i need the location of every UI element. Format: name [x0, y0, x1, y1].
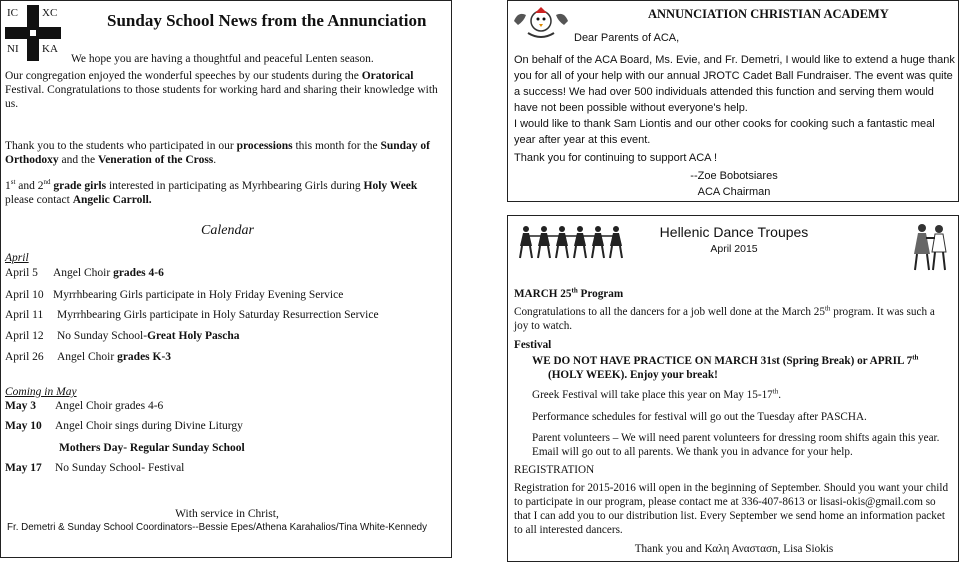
oratorical-paragraph: Our congregation enjoyed the wonderful speeches by our students during the Oratorical Festival. Congratulations to those students for working hard and sharing their knowledge with us. [5, 70, 438, 110]
calendar-item: May 17 No Sunday School- Festival [5, 462, 185, 474]
academy-header: ANNUNCIATION CHRISTIAN ACADEMY [648, 7, 889, 21]
icon-letter-xc: XC [42, 7, 58, 19]
rooster-logo-icon [510, 7, 572, 41]
festival-heading: Festival [514, 339, 552, 351]
salutation: Dear Parents of ACA, [574, 32, 680, 44]
dance-troupes-panel [507, 215, 959, 562]
registration-heading: REGISTRATION [514, 464, 595, 476]
schedules-paragraph: Performance schedules for festival will go out the Tuesday after PASCHA. [532, 411, 867, 423]
no-practice-notice: WE DO NOT HAVE PRACTICE ON MARCH 31st (Spring Break) or APRIL 7th (HOLY WEEK). Enjoy your break! [532, 353, 919, 381]
calendar-item: May 3 Angel Choir grades 4-6 [5, 400, 164, 412]
page-title: Sunday School News from the Annunciation [107, 11, 427, 30]
calendar-item: April 11 Myrrhbearing Girls participate in Holy Saturday Resurrection Service [5, 309, 379, 321]
letter-signature-name: --Zoe Bobotsiares [690, 170, 778, 182]
calendar-title: Calendar [201, 223, 254, 238]
april-heading: April [5, 252, 29, 264]
myrrhbearing-paragraph: 1st and 2nd grade girls interested in participating as Myrhbearing Girls during Holy Week please contact Angelic Carroll. [5, 178, 418, 206]
signature-line: Fr. Demetri & Sunday School Coordinators--Bessie Epes/Athena Karahalios/Tina White-Kennedy [7, 522, 428, 533]
icon-letter-ka: KA [42, 43, 58, 55]
march-program-heading: MARCH 25th Program [514, 286, 624, 300]
calendar-item: April 10 Myrrhbearing Girls participate in Holy Friday Evening Service [5, 289, 344, 301]
dance-subtitle: April 2015 [710, 243, 758, 255]
processions-paragraph: Thank you to the students who participated in our processions this month for the Sunday of Orthodoxy and the Veneration of the Cross. [5, 140, 430, 166]
sunday-school-panel [0, 0, 452, 558]
ic-xc-nika-cross-icon [5, 5, 61, 61]
calendar-item: Mothers Day- Regular Sunday School [59, 442, 245, 454]
letter-paragraph: I would like to thank Sam Liontis and our other cooks for cooking such a fantastic meal year after year at this event. [514, 118, 935, 146]
intro-text: We hope you are having a thoughtful and peaceful Lenten season. [71, 53, 374, 65]
volunteers-paragraph: Parent volunteers – We will need parent volunteers for dressing room shifts again this year. Email will go out to all parents. We thank you in advance for your help. [532, 432, 940, 458]
calendar-item: May 10 Angel Choir sings during Divine Liturgy [5, 420, 243, 432]
icon-letter-ni: NI [7, 43, 19, 55]
icon-letter-ic: IC [7, 7, 18, 19]
letter-signature-title: ACA Chairman [697, 186, 771, 198]
letter-paragraph: On behalf of the ACA Board, Ms. Evie, and Fr. Demetri, I would like to extend a huge thank you for all of your help with our annual JROTC Cadet Ball Fundraiser. The event was quite a success! We had over 500 individuals attended this function and serving them would have not been possible without everyone's help. [514, 54, 955, 114]
dance-title: Hellenic Dance Troupes [659, 224, 809, 240]
calendar-item: April 26 Angel Choir grades K-3 [5, 351, 172, 363]
may-heading: Coming in May [5, 386, 77, 398]
registration-paragraph: Registration for 2015-2016 will open in the beginning of September. Should you want your child to participate in our program, please contact me at 336-407-8613 or lisasi-okis@gmail.com so that I can add you to our distribution list. Every September we send home an information packet to all interested dancers. [514, 482, 949, 536]
congrats-paragraph: Congratulations to all the dancers for a job well done at the March 25th program. It was such a joy to watch. [514, 304, 935, 332]
aca-letter-panel [507, 0, 959, 202]
letter-paragraph: Thank you for continuing to support ACA ! [514, 152, 718, 164]
closing-text: With service in Christ, [175, 508, 279, 520]
calendar-item: April 12 No Sunday School-Great Holy Pascha [5, 330, 240, 342]
greek-festival-paragraph: Greek Festival will take place this year on May 15-17th. [532, 387, 782, 401]
closing-thanks: Thank you and Καλη Αναστασn, Lisa Siokis [634, 543, 834, 555]
calendar-item: April 5 Angel Choir grades 4-6 [5, 267, 164, 279]
